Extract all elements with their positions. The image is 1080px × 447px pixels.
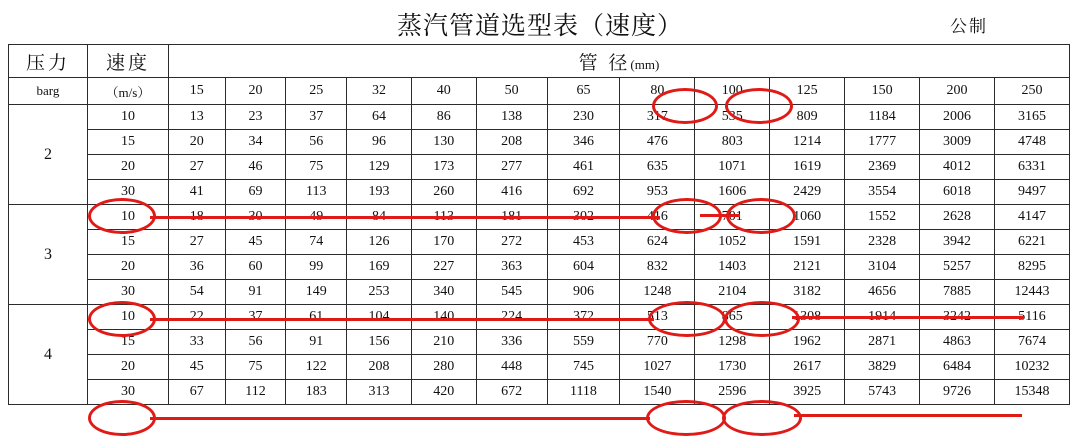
value-cell: 363 — [476, 255, 547, 280]
value-cell: 745 — [547, 355, 620, 380]
value-cell: 1308 — [770, 305, 845, 330]
velocity-cell: 30 — [87, 180, 168, 205]
value-cell: 1403 — [695, 255, 770, 280]
velocity-cell: 10 — [87, 105, 168, 130]
value-cell: 208 — [476, 130, 547, 155]
value-cell: 9497 — [994, 180, 1069, 205]
value-cell: 809 — [770, 105, 845, 130]
value-cell: 1540 — [620, 380, 695, 405]
value-cell: 112 — [225, 380, 286, 405]
value-cell: 36 — [168, 255, 225, 280]
value-cell: 69 — [225, 180, 286, 205]
value-cell: 138 — [476, 105, 547, 130]
header-velocity-unit: （m/s） — [87, 78, 168, 105]
value-cell: 60 — [225, 255, 286, 280]
value-cell: 6484 — [920, 355, 995, 380]
table-row — [9, 130, 1070, 155]
value-cell: 1298 — [695, 330, 770, 355]
velocity-cell: 30 — [87, 280, 168, 305]
header-diameter-unit: (mm) — [630, 56, 660, 72]
value-cell: 22 — [168, 305, 225, 330]
pressure-cell-4: 4 — [9, 305, 88, 405]
header-dn-250: 250 — [994, 78, 1069, 105]
value-cell: 272 — [476, 230, 547, 255]
value-cell: 416 — [476, 180, 547, 205]
table-row — [9, 305, 1070, 330]
value-cell: 2369 — [845, 155, 920, 180]
table-header-units — [9, 78, 1070, 105]
value-cell: 1777 — [845, 130, 920, 155]
value-cell: 156 — [347, 330, 412, 355]
annotation-line-p4 — [150, 417, 650, 420]
value-cell: 37 — [225, 305, 286, 330]
value-cell: 692 — [547, 180, 620, 205]
value-cell: 12443 — [994, 280, 1069, 305]
value-cell: 3242 — [920, 305, 995, 330]
table-body — [9, 105, 1070, 405]
table-row — [9, 180, 1070, 205]
value-cell: 336 — [476, 330, 547, 355]
value-cell: 260 — [411, 180, 476, 205]
value-cell: 3829 — [845, 355, 920, 380]
value-cell: 803 — [695, 130, 770, 155]
value-cell: 5257 — [920, 255, 995, 280]
value-cell: 5743 — [845, 380, 920, 405]
value-cell: 2596 — [695, 380, 770, 405]
value-cell: 346 — [547, 130, 620, 155]
value-cell: 624 — [620, 230, 695, 255]
value-cell: 67 — [168, 380, 225, 405]
header-pressure-unit: barg — [9, 78, 88, 105]
value-cell: 1730 — [695, 355, 770, 380]
header-dn-25: 25 — [286, 78, 347, 105]
value-cell: 1214 — [770, 130, 845, 155]
value-cell: 535 — [695, 105, 770, 130]
velocity-cell: 30 — [87, 380, 168, 405]
header-velocity: 速度 — [87, 45, 168, 78]
value-cell: 54 — [168, 280, 225, 305]
value-cell: 13 — [168, 105, 225, 130]
annotation-ellipse-dn80-p4 — [646, 400, 726, 436]
value-cell: 9726 — [920, 380, 995, 405]
value-cell: 3942 — [920, 230, 995, 255]
value-cell: 45 — [168, 355, 225, 380]
value-cell: 227 — [411, 255, 476, 280]
value-cell: 317 — [620, 105, 695, 130]
value-cell: 280 — [411, 355, 476, 380]
value-cell: 15348 — [994, 380, 1069, 405]
header-dn-150: 150 — [845, 78, 920, 105]
value-cell: 313 — [347, 380, 412, 405]
value-cell: 4656 — [845, 280, 920, 305]
value-cell: 49 — [286, 205, 347, 230]
value-cell: 4147 — [994, 205, 1069, 230]
pressure-cell-2: 2 — [9, 105, 88, 205]
table-row — [9, 230, 1070, 255]
value-cell: 3165 — [994, 105, 1069, 130]
table-row — [9, 355, 1070, 380]
header-dn-65: 65 — [547, 78, 620, 105]
value-cell: 4748 — [994, 130, 1069, 155]
value-cell: 27 — [168, 155, 225, 180]
value-cell: 20 — [168, 130, 225, 155]
value-cell: 1118 — [547, 380, 620, 405]
value-cell: 559 — [547, 330, 620, 355]
table-row — [9, 280, 1070, 305]
header-diameter-text: 管 径 — [578, 52, 631, 74]
value-cell: 96 — [347, 130, 412, 155]
value-cell: 74 — [286, 230, 347, 255]
table-row — [9, 105, 1070, 130]
value-cell: 672 — [476, 380, 547, 405]
value-cell: 27 — [168, 230, 225, 255]
velocity-cell: 15 — [87, 230, 168, 255]
value-cell: 2104 — [695, 280, 770, 305]
value-cell: 104 — [347, 305, 412, 330]
value-cell: 224 — [476, 305, 547, 330]
value-cell: 230 — [547, 105, 620, 130]
value-cell: 6018 — [920, 180, 995, 205]
value-cell: 7674 — [994, 330, 1069, 355]
value-cell: 91 — [286, 330, 347, 355]
velocity-cell: 10 — [87, 305, 168, 330]
velocity-cell: 15 — [87, 330, 168, 355]
value-cell: 1248 — [620, 280, 695, 305]
value-cell: 91 — [225, 280, 286, 305]
table-row — [9, 330, 1070, 355]
value-cell: 126 — [347, 230, 412, 255]
value-cell: 4863 — [920, 330, 995, 355]
value-cell: 635 — [620, 155, 695, 180]
page-title: 蒸汽管道选型表（速度） — [396, 13, 683, 40]
value-cell: 3925 — [770, 380, 845, 405]
value-cell: 3104 — [845, 255, 920, 280]
table-row — [9, 205, 1070, 230]
value-cell: 113 — [286, 180, 347, 205]
value-cell: 6221 — [994, 230, 1069, 255]
value-cell: 865 — [695, 305, 770, 330]
velocity-cell: 20 — [87, 255, 168, 280]
value-cell: 34 — [225, 130, 286, 155]
value-cell: 1071 — [695, 155, 770, 180]
value-cell: 208 — [347, 355, 412, 380]
velocity-cell: 20 — [87, 355, 168, 380]
value-cell: 513 — [620, 305, 695, 330]
value-cell: 253 — [347, 280, 412, 305]
value-cell: 170 — [411, 230, 476, 255]
value-cell: 61 — [286, 305, 347, 330]
header-dn-15: 15 — [168, 78, 225, 105]
value-cell: 149 — [286, 280, 347, 305]
table-header-main — [9, 45, 1070, 78]
value-cell: 2871 — [845, 330, 920, 355]
value-cell: 372 — [547, 305, 620, 330]
value-cell: 86 — [411, 105, 476, 130]
value-cell: 18 — [168, 205, 225, 230]
header-dn-80: 80 — [620, 78, 695, 105]
value-cell: 4012 — [920, 155, 995, 180]
table-row — [9, 380, 1070, 405]
header-dn-125: 125 — [770, 78, 845, 105]
value-cell: 604 — [547, 255, 620, 280]
value-cell: 448 — [476, 355, 547, 380]
value-cell: 1552 — [845, 205, 920, 230]
value-cell: 701 — [695, 205, 770, 230]
table-row — [9, 255, 1070, 280]
value-cell: 56 — [286, 130, 347, 155]
value-cell: 129 — [347, 155, 412, 180]
value-cell: 183 — [286, 380, 347, 405]
value-cell: 953 — [620, 180, 695, 205]
header-dn-200: 200 — [920, 78, 995, 105]
value-cell: 45 — [225, 230, 286, 255]
title-row — [0, 6, 1080, 40]
value-cell: 302 — [547, 205, 620, 230]
value-cell: 10232 — [994, 355, 1069, 380]
header-diameter — [168, 45, 1069, 78]
value-cell: 420 — [411, 380, 476, 405]
value-cell: 1184 — [845, 105, 920, 130]
value-cell: 210 — [411, 330, 476, 355]
value-cell: 906 — [547, 280, 620, 305]
pressure-cell-3: 3 — [9, 205, 88, 305]
value-cell: 113 — [411, 205, 476, 230]
value-cell: 41 — [168, 180, 225, 205]
value-cell: 8295 — [994, 255, 1069, 280]
value-cell: 1619 — [770, 155, 845, 180]
annotation-line-p4-right — [794, 414, 1022, 417]
value-cell: 3182 — [770, 280, 845, 305]
value-cell: 75 — [286, 155, 347, 180]
header-dn-20: 20 — [225, 78, 286, 105]
value-cell: 56 — [225, 330, 286, 355]
value-cell: 1060 — [770, 205, 845, 230]
velocity-cell: 15 — [87, 130, 168, 155]
value-cell: 453 — [547, 230, 620, 255]
value-cell: 2628 — [920, 205, 995, 230]
value-cell: 770 — [620, 330, 695, 355]
value-cell: 2006 — [920, 105, 995, 130]
value-cell: 37 — [286, 105, 347, 130]
unit-system-label: 公制 — [950, 17, 988, 36]
value-cell: 23 — [225, 105, 286, 130]
header-pressure: 压力 — [9, 45, 88, 78]
value-cell: 64 — [347, 105, 412, 130]
value-cell: 1027 — [620, 355, 695, 380]
value-cell: 461 — [547, 155, 620, 180]
value-cell: 2617 — [770, 355, 845, 380]
value-cell: 416 — [620, 205, 695, 230]
value-cell: 5116 — [994, 305, 1069, 330]
value-cell: 2121 — [770, 255, 845, 280]
value-cell: 6331 — [994, 155, 1069, 180]
table-row — [9, 155, 1070, 180]
value-cell: 75 — [225, 355, 286, 380]
value-cell: 1914 — [845, 305, 920, 330]
velocity-cell: 20 — [87, 155, 168, 180]
value-cell: 340 — [411, 280, 476, 305]
value-cell: 2328 — [845, 230, 920, 255]
value-cell: 1962 — [770, 330, 845, 355]
annotation-ellipse-dn100-p4 — [722, 400, 802, 436]
value-cell: 181 — [476, 205, 547, 230]
value-cell: 130 — [411, 130, 476, 155]
value-cell: 545 — [476, 280, 547, 305]
value-cell: 3009 — [920, 130, 995, 155]
header-dn-100: 100 — [695, 78, 770, 105]
value-cell: 7885 — [920, 280, 995, 305]
value-cell: 1606 — [695, 180, 770, 205]
header-dn-50: 50 — [476, 78, 547, 105]
header-dn-40: 40 — [411, 78, 476, 105]
value-cell: 169 — [347, 255, 412, 280]
value-cell: 832 — [620, 255, 695, 280]
value-cell: 277 — [476, 155, 547, 180]
value-cell: 46 — [225, 155, 286, 180]
value-cell: 140 — [411, 305, 476, 330]
velocity-cell: 10 — [87, 205, 168, 230]
steam-pipe-sizing-table — [8, 44, 1070, 405]
header-dn-32: 32 — [347, 78, 412, 105]
value-cell: 99 — [286, 255, 347, 280]
value-cell: 2429 — [770, 180, 845, 205]
value-cell: 476 — [620, 130, 695, 155]
value-cell: 122 — [286, 355, 347, 380]
value-cell: 1052 — [695, 230, 770, 255]
value-cell: 30 — [225, 205, 286, 230]
value-cell: 33 — [168, 330, 225, 355]
annotation-ellipse-velocity-30-p4 — [88, 400, 156, 436]
value-cell: 3554 — [845, 180, 920, 205]
value-cell: 173 — [411, 155, 476, 180]
value-cell: 1591 — [770, 230, 845, 255]
value-cell: 84 — [347, 205, 412, 230]
value-cell: 193 — [347, 180, 412, 205]
